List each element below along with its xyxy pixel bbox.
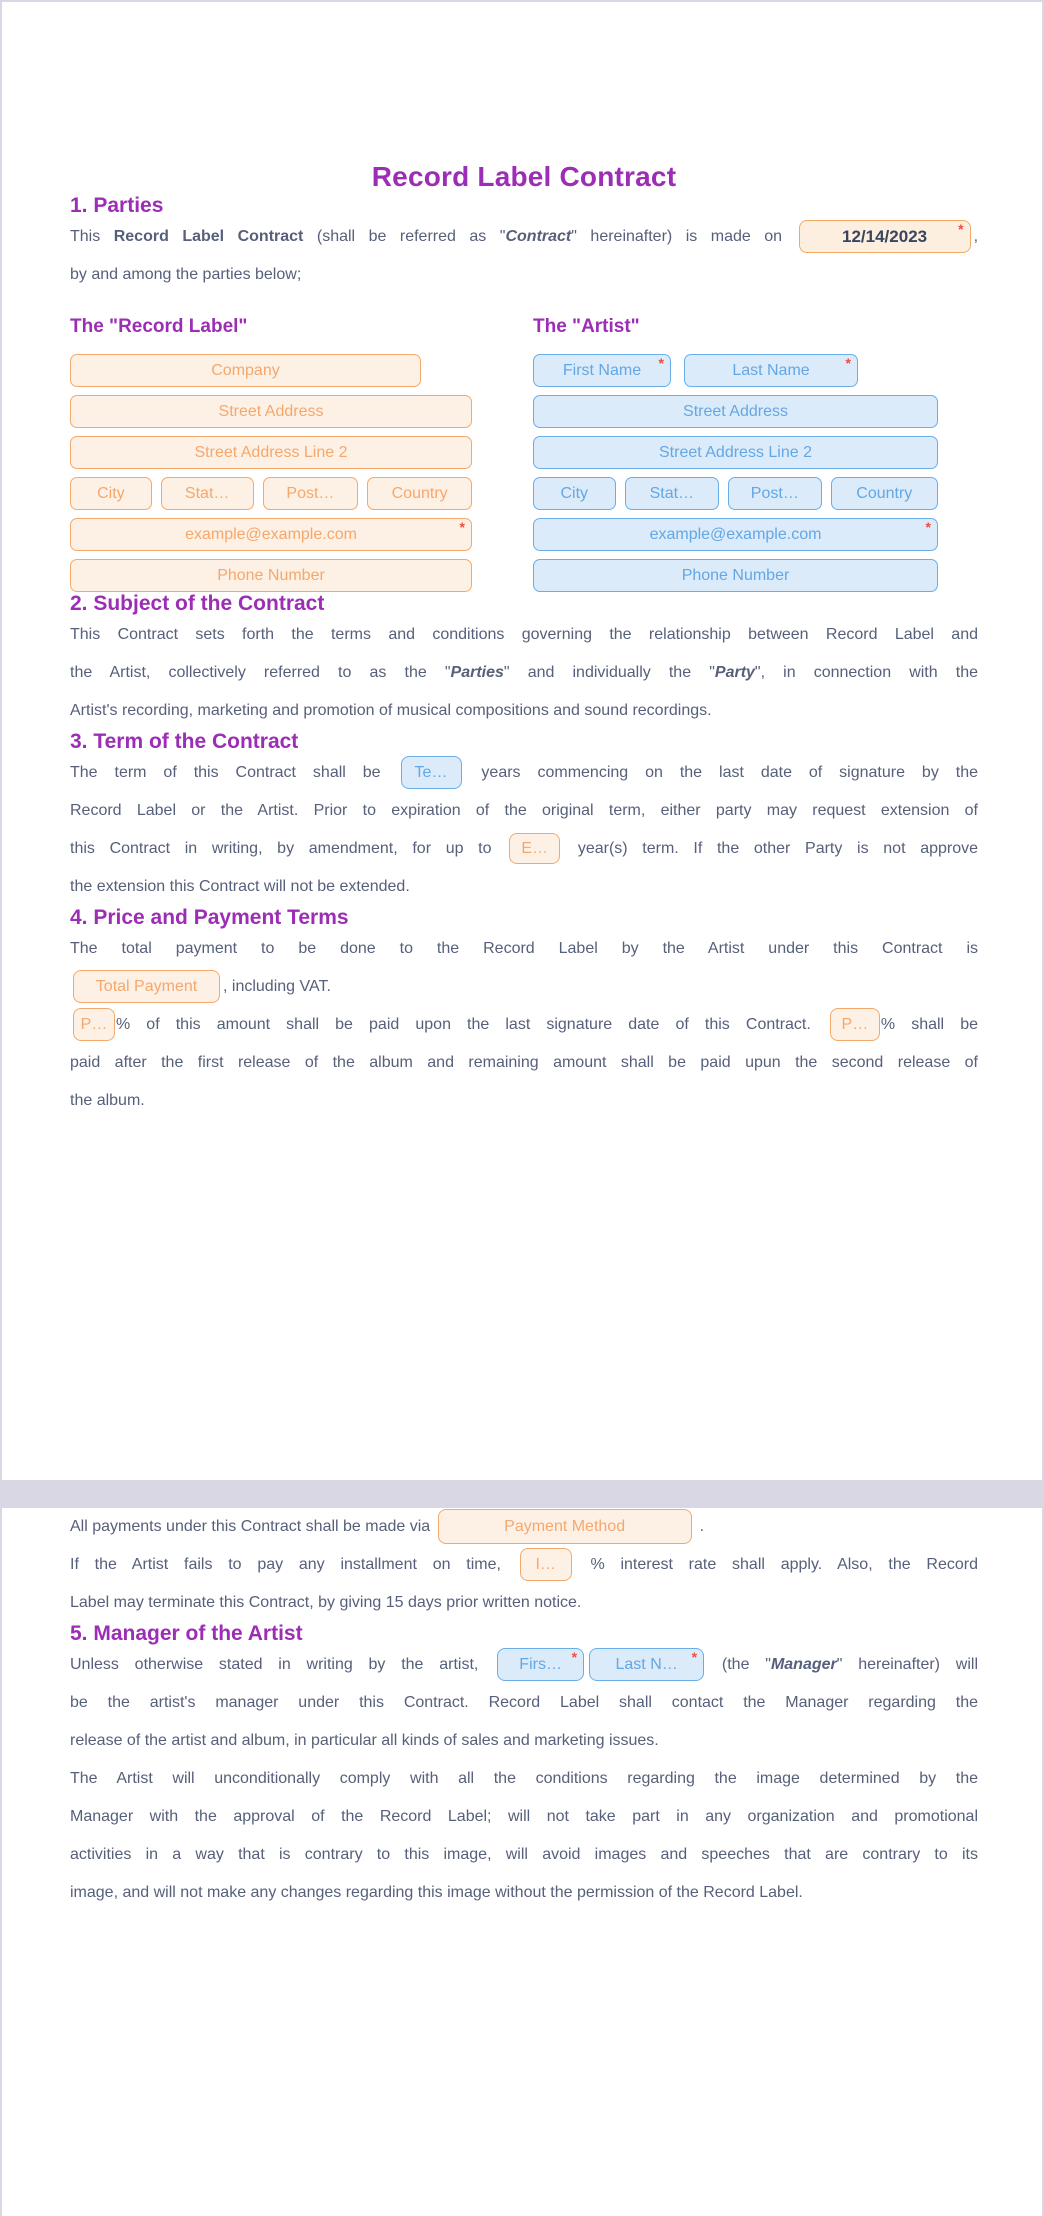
text-run: All payments under this Contract shall be made via (70, 1518, 435, 1535)
text-run: years commencing on the last date of signature by the (464, 764, 978, 781)
text-run: % shall be (880, 1016, 978, 1033)
artist-email-input[interactable] (533, 518, 938, 551)
text-line (70, 1082, 978, 1120)
artist-first-name-input[interactable] (533, 354, 671, 387)
text-run-bold-italic: Party (714, 664, 755, 681)
text-run: Label may terminate this Contract, by giving 15 days prior written notice. (70, 1594, 582, 1611)
placeholder-text: I… (535, 1555, 556, 1573)
text-run: the album. (70, 1092, 145, 1109)
intro-paragraph (70, 218, 978, 294)
record-label-phone-input[interactable] (70, 559, 472, 592)
required-asterisk: * (845, 355, 851, 371)
payment-paragraph-4 (70, 1546, 978, 1622)
placeholder-text: Country (856, 484, 913, 502)
text-line (70, 1874, 978, 1912)
record-label-heading: The "Record Label" (70, 316, 248, 337)
parties-columns (70, 316, 978, 592)
text-run: Record Label or the Artist. Prior to expiration of the original term, either party may request extension of (70, 802, 978, 819)
text-run: Artist's recording, marketing and promotion of musical compositions and sound recordings. (70, 702, 712, 719)
record-label-city-input[interactable] (70, 477, 152, 510)
text-line (70, 1508, 978, 1546)
text-run: release of the artist and album, in particular all kinds of sales and marketing issues. (70, 1732, 659, 1749)
text-run: this Contract in writing, by amendment, for up to (70, 840, 507, 857)
extension-years-input[interactable] (509, 833, 560, 864)
text-run: Unless otherwise stated in writing by the artist, (70, 1656, 495, 1673)
text-run-bold: Record Label Contract (113, 228, 304, 245)
text-run: " and individually the " (503, 664, 715, 681)
text-line (70, 1044, 978, 1082)
text-line (70, 692, 978, 730)
text-run: " hereinafter) is made on (571, 228, 796, 245)
record-label-fields (70, 354, 472, 592)
text-run: % of this amount shall be paid upon the last signature date of this Contract. (116, 1016, 827, 1033)
total-payment-input[interactable] (73, 970, 220, 1003)
record-label-state-input[interactable] (161, 477, 254, 510)
placeholder-text: Post… (750, 484, 799, 502)
manager-paragraph-1 (70, 1646, 978, 1760)
second-percentage-input[interactable] (830, 1008, 880, 1041)
text-line (70, 1836, 978, 1874)
placeholder-text: Street Address Line 2 (194, 443, 348, 461)
text-line (70, 218, 978, 256)
artist-country-input[interactable] (831, 477, 938, 510)
text-run: This Contract sets forth the terms and conditions governing the relationship between Record Label and (70, 626, 978, 643)
artist-postal-input[interactable] (728, 477, 822, 510)
artist-street2-input[interactable] (533, 436, 938, 469)
text-run: the Artist, collectively referred to as the " (70, 664, 451, 681)
section-heading-manager: 5. Manager of the Artist (70, 1622, 303, 1645)
record-label-country-input[interactable] (367, 477, 472, 510)
artist-heading: The "Artist" (533, 316, 640, 337)
placeholder-text: example@example.com (649, 525, 822, 543)
section-heading-term: 3. Term of the Contract (70, 730, 299, 753)
text-line (70, 1722, 978, 1760)
text-line (70, 1584, 978, 1622)
artist-fields (533, 354, 938, 592)
record-label-street-input[interactable] (70, 395, 472, 428)
placeholder-text: Street Address Line 2 (659, 443, 812, 461)
text-run: The Artist will unconditionally comply with all the conditions regarding the image determined by the (70, 1770, 978, 1787)
record-label-party (70, 316, 472, 592)
artist-last-name-input[interactable] (684, 354, 858, 387)
page-break (0, 1480, 1044, 1508)
text-line (70, 968, 978, 1006)
required-asterisk: * (958, 221, 964, 238)
text-run-bold-italic: Contract (505, 228, 572, 245)
record-label-company-input[interactable] (70, 354, 421, 387)
manager-first-name-input[interactable] (497, 1648, 584, 1681)
required-asterisk: * (571, 1649, 578, 1666)
text-run: year(s) term. If the other Party is not approve (563, 840, 979, 857)
artist-street-input[interactable] (533, 395, 938, 428)
payment-method-input[interactable] (438, 1509, 692, 1544)
payment-paragraph-1 (70, 930, 978, 1006)
text-line (70, 654, 978, 692)
text-run-bold-italic: Manager (770, 1656, 837, 1673)
placeholder-text: example@example.com (185, 525, 357, 543)
placeholder-text: Phone Number (217, 566, 325, 584)
text-line (70, 616, 978, 654)
contract-page-2 (2, 1508, 1042, 2216)
payment-paragraph-2 (70, 1006, 978, 1120)
text-line (70, 1760, 978, 1798)
text-run: (the " (706, 1656, 771, 1673)
placeholder-text: E… (521, 839, 549, 857)
placeholder-text: Firs… (519, 1655, 562, 1673)
text-run: paid after the first release of the album and remaining amount shall be paid upun the second release of (70, 1054, 978, 1071)
term-years-input[interactable] (401, 756, 462, 789)
placeholder-text: Te… (414, 763, 448, 781)
text-line (70, 1798, 978, 1836)
text-run: the extension this Contract will not be extended. (70, 878, 410, 895)
text-line (70, 256, 978, 294)
contract-date-input[interactable] (799, 220, 971, 253)
text-run: (shall be referred as " (303, 228, 506, 245)
text-run-bold-italic: Parties (450, 664, 504, 681)
text-run: This (70, 228, 114, 245)
record-label-postal-input[interactable] (263, 477, 359, 510)
term-paragraph (70, 754, 978, 906)
placeholder-text: Post… (286, 484, 335, 502)
text-line (70, 868, 978, 906)
text-run: by and among the parties below; (70, 266, 302, 283)
placeholder-text: City (560, 484, 589, 502)
text-line (70, 930, 978, 968)
required-asterisk: * (459, 519, 465, 535)
placeholder-text: Last Name (732, 361, 810, 379)
section-heading-subject: 2. Subject of the Contract (70, 592, 325, 615)
placeholder-text: Total Payment (95, 977, 198, 995)
required-asterisk: * (658, 355, 664, 371)
text-run: The total payment to be done to the Record Label by the Artist under this Contract is (70, 940, 978, 957)
text-run: " hereinafter) will (836, 1656, 979, 1673)
text-run: % interest rate shall apply. Also, the Record (574, 1556, 978, 1573)
text-run: . (699, 1518, 705, 1535)
placeholder-text: Stat… (649, 484, 695, 502)
text-run: The term of this Contract shall be (70, 764, 398, 781)
artist-phone-input[interactable] (533, 559, 938, 592)
text-run: ", in connection with the (754, 664, 979, 681)
text-line (70, 1646, 978, 1684)
record-label-street2-input[interactable] (70, 436, 472, 469)
text-run: , including VAT. (223, 978, 331, 995)
first-percentage-input[interactable] (73, 1008, 115, 1041)
text-run: image, and will not make any changes regarding this image without the permission of the Record Label. (70, 1884, 803, 1901)
text-run: , (973, 228, 979, 245)
required-asterisk: * (691, 1649, 698, 1666)
artist-party (533, 316, 938, 592)
interest-rate-input[interactable] (520, 1548, 572, 1581)
text-line (70, 1684, 978, 1722)
page-title: Record Label Contract (371, 161, 677, 192)
text-line (70, 1006, 978, 1044)
contract-page-1 (2, 2, 1042, 1480)
placeholder-text: P… (80, 1015, 108, 1033)
record-label-city-row (70, 477, 472, 510)
artist-city-input[interactable] (533, 477, 616, 510)
required-asterisk: * (925, 519, 931, 535)
text-line (70, 830, 978, 868)
placeholder-text: Stat… (184, 484, 230, 502)
text-line (70, 792, 978, 830)
placeholder-text: Country (391, 484, 448, 502)
placeholder-text: P… (841, 1015, 869, 1033)
section-heading-payment: 4. Price and Payment Terms (70, 906, 349, 929)
payment-paragraph-3 (70, 1508, 978, 1546)
placeholder-text: Last N… (615, 1655, 678, 1673)
text-run: be the artist's manager under this Contract. Record Label shall contact the Manager regarding the (70, 1694, 978, 1711)
record-label-email-input[interactable] (70, 518, 472, 551)
text-line (70, 754, 978, 792)
text-line (70, 1546, 978, 1584)
placeholder-text: City (97, 484, 125, 502)
manager-last-name-input[interactable] (589, 1648, 704, 1681)
placeholder-text: Payment Method (504, 1517, 626, 1535)
text-run: activities in a way that is contrary to this image, will avoid images and speeches that are contrary to its (70, 1846, 978, 1863)
text-run: If the Artist fails to pay any installment on time, (70, 1556, 517, 1573)
artist-state-input[interactable] (625, 477, 720, 510)
placeholder-text: First Name (562, 361, 642, 379)
placeholder-text: Company (211, 361, 280, 379)
artist-name-row (533, 354, 938, 387)
text-run: Manager with the approval of the Record Label; will not take part in any organization and promotional (70, 1808, 978, 1825)
subject-paragraph (70, 616, 978, 730)
manager-paragraph-2 (70, 1760, 978, 1912)
artist-city-row (533, 477, 938, 510)
placeholder-text: Phone Number (681, 566, 790, 584)
date-value: 12/14/2023 (842, 226, 928, 246)
placeholder-text: Street Address (683, 402, 788, 420)
placeholder-text: Street Address (218, 402, 324, 420)
section-heading-parties: 1. Parties (70, 194, 164, 217)
